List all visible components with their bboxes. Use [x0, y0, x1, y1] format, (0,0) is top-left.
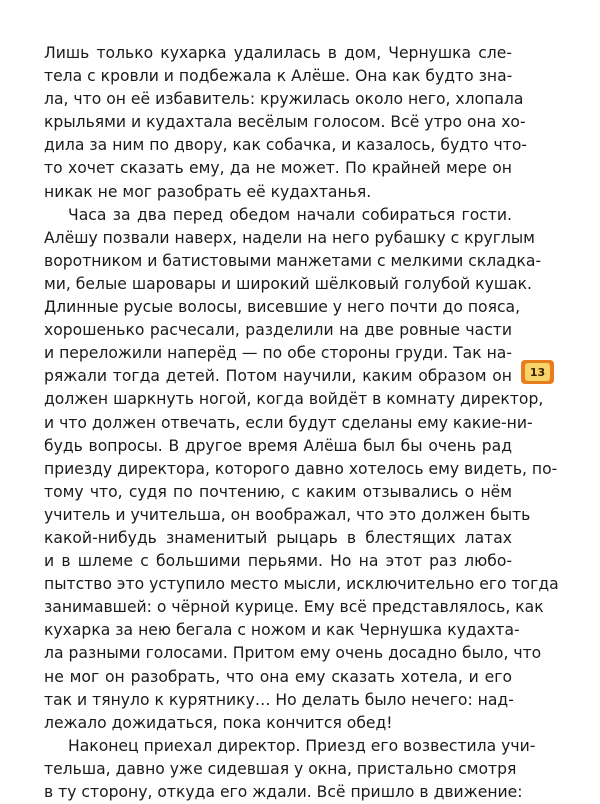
text-line: Длинные русые волосы, висевшие у него почти до пояса, — [44, 298, 521, 317]
text-line: лежало дожидаться, пока кончится обед! — [44, 713, 393, 732]
text-line: в ту сторону, откуда его ждали. Всё пришло в движение: — [44, 783, 523, 801]
text-line: тела с кровли и подбежала к Алёше. Она как будто зна- — [44, 67, 513, 86]
text-line: хорошенько расчесали, разделили на две ровные части — [44, 321, 512, 340]
text-line: учитель и учительша, он воображал, что это должен быть — [44, 505, 531, 524]
text-line: тельша, давно уже сидевшая у окна, пристально смотря — [44, 759, 517, 778]
text-line: ми, белые шаровары и широкий шёлковый голубой кушак. — [44, 274, 533, 293]
text-line: так и тянуло к курятнику… Но делать было нечего: над- — [44, 690, 514, 709]
text-line: приезду директора, которого давно хотелось ему видеть, по- — [44, 459, 558, 478]
text-line: Часа за два перед обедом начали собираться гости. — [68, 205, 512, 224]
text-line: Алёшу позвали наверх, надели на него рубашку с круглым — [44, 228, 535, 247]
text-line: то хочет сказать ему, да не может. По крайней мере он — [44, 159, 512, 178]
text-line: ла, что он её избавитель: кружилась около него, хлопала — [44, 90, 524, 109]
text-line: и переложили наперёд — по обе стороны груди. Так на- — [44, 344, 512, 363]
text-line: кухарка за нею бегала с ножом и как Чернушка кудахта- — [44, 621, 520, 640]
text-line: никак не мог разобрать её кудахтанья. — [44, 182, 372, 201]
text-line: занимавшей: о чёрной курице. Ему всё представлялось, как — [44, 598, 544, 617]
text-line: не мог он разобрать, что она ему сказать хотела, и его — [44, 667, 512, 686]
text-line: крыльями и кудахтала весёлым голосом. Всё утро она хо- — [44, 113, 526, 132]
page-number-badge — [521, 360, 554, 384]
text-line: Лишь только кухарка удалилась в дом, Чернушка сле- — [44, 44, 512, 62]
text-line: и что должен отвечать, если будут сделаны ему какие-ни- — [44, 413, 533, 432]
text-line: пытство это уступило место мысли, исключительно его тогда — [44, 575, 559, 594]
text-line: и в шлеме с большими перьями. Но на этот раз любо- — [44, 552, 512, 571]
text-line: дила за ним по двору, как собачка, и казалось, будто что- — [44, 136, 528, 155]
page-number: 13 — [525, 363, 550, 381]
text-line: Наконец приехал директор. Приезд его возвестила учи- — [68, 736, 536, 755]
text-line: тому что, судя по почтению, с каким отзывались о нём — [44, 482, 512, 501]
text-line: ла разными голосами. Притом ему очень досадно было, что — [44, 644, 542, 663]
text-line: ряжали тогда детей. Потом научили, каким образом он — [44, 367, 512, 386]
text-line: какой-нибудь знаменитый рыцарь в блестящих латах — [44, 528, 512, 547]
text-line: должен шаркнуть ногой, когда войдёт в комнату директор, — [44, 390, 544, 409]
text-line: будь вопросы. В другое время Алёша был бы очень рад — [44, 436, 512, 455]
text-line: воротником и батистовыми манжетами с мелкими складка- — [44, 251, 542, 270]
